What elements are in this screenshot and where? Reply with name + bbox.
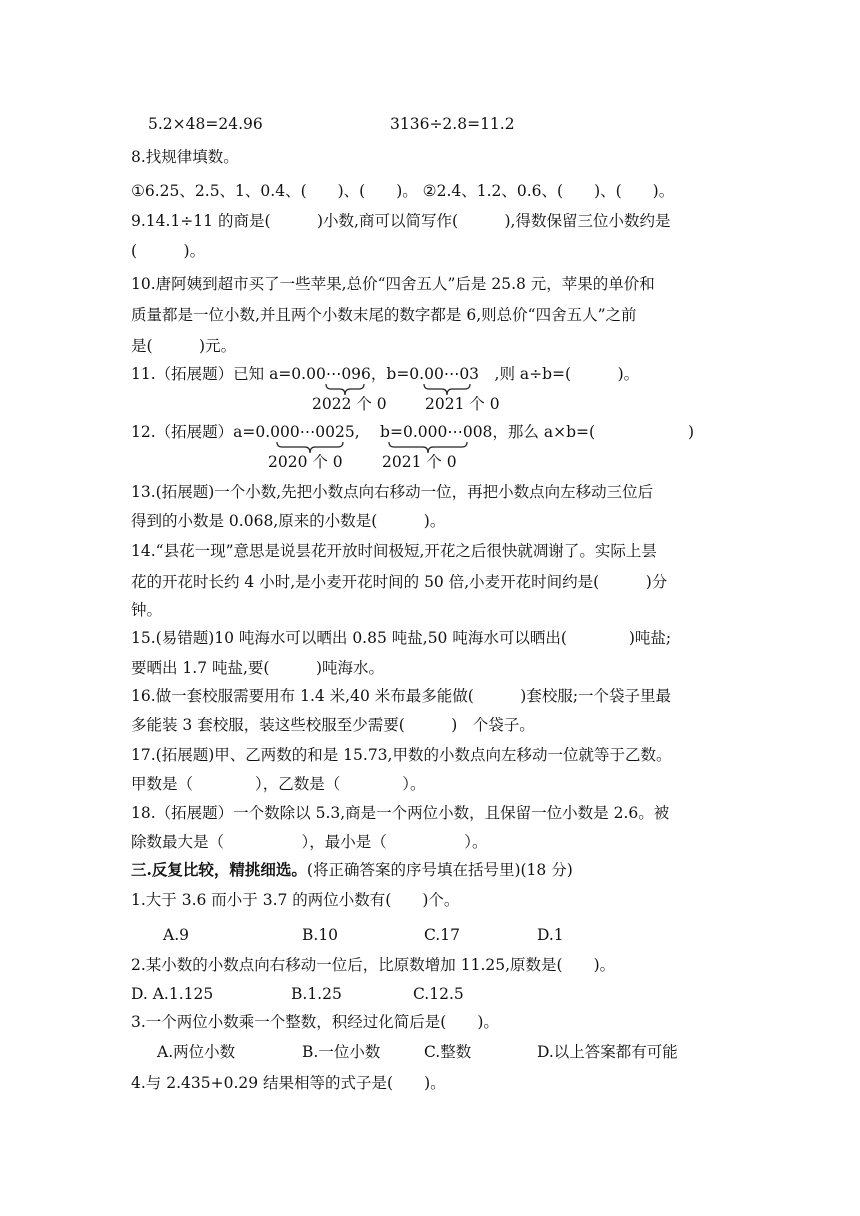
mc-2-option-a: D. A.1.125 <box>131 985 214 1003</box>
mc-3-option-a: A.两位小数 <box>157 1043 236 1061</box>
question-15-line-1: 15.(易错题)10 吨海水可以晒出 0.85 吨盐,50 吨海水可以晒出( )吨盐; <box>131 629 672 647</box>
mc-1-option-a: A.9 <box>163 926 189 944</box>
question-14-line-3: 钟。 <box>131 601 163 619</box>
question-10-line-1: 10.唐阿姨到超市买了一些苹果,总价“四舍五人”后是 25.8 元，苹果的单价和 <box>131 275 655 293</box>
question-13-line-2: 得到的小数是 0.068,原来的小数是( )。 <box>131 512 446 530</box>
question-17-line-2: 甲数是（ ），乙数是（ ）。 <box>131 775 426 793</box>
zero-count-c: 2020 个 0 <box>268 453 343 471</box>
mc-3-option-c: C.整数 <box>424 1043 472 1061</box>
mc-1-option-d: D.1 <box>537 926 564 944</box>
equation-2: 3136÷2.8=11.2 <box>390 115 515 133</box>
question-18-line-2: 除数最大是（ ），最小是（ ）。 <box>131 833 488 851</box>
mc-3-option-b: B.一位小数 <box>302 1043 381 1061</box>
mc-question-4: 4.与 2.435+0.29 结果相等的式子是( )。 <box>131 1074 446 1092</box>
question-17-line-1: 17.(拓展题)甲、乙两数的和是 15.73,甲数的小数点向左移动一位就等于乙数。 <box>131 746 672 764</box>
zero-count-d: 2021 个 0 <box>382 453 457 471</box>
question-9-line-1: 9.14.1÷11 的商是( )小数,商可以简写作( ),得数保留三位小数约是 <box>131 212 671 230</box>
question-16-line-2: 多能装 3 套校服，装这些校服至少需要( ) 个袋子。 <box>131 716 535 734</box>
question-13-line-1: 13.(拓展题)一个小数,先把小数点向右移动一位，再把小数点向左移动三位后 <box>131 483 654 501</box>
mc-2-option-b: B.1.25 <box>291 985 342 1003</box>
question-10-line-3: 是( )元。 <box>131 337 237 355</box>
question-8-sequences: ①6.25、2.5、1、0.4、( )、( )。 ②2.4、1.2、0.6、( )、( )。 <box>131 182 675 200</box>
mc-2-option-c: C.12.5 <box>413 985 464 1003</box>
question-12: 12.（拓展题）a=0.000⋯0025, b=0.000⋯008，那么 a×b=( ) <box>131 423 695 441</box>
section-3-heading <box>131 860 573 880</box>
question-16-line-1: 16.做一套校服需要用布 1.4 米,40 米布最多能做( )套校服;一个袋子里最 <box>131 687 672 705</box>
mc-question-2: 2.某小数的小数点向右移动一位后，比原数增加 11.25,原数是( )。 <box>131 956 616 974</box>
question-9-line-2: ( )。 <box>131 242 206 260</box>
zero-count-a: 2022 个 0 <box>312 395 387 413</box>
question-14-line-2: 花的开花时长约 4 小时,是小麦开花时间的 50 倍,小麦开花时间约是( )分 <box>131 573 668 591</box>
question-15-line-2: 要晒出 1.7 吨盐,要( )吨海水。 <box>131 659 385 677</box>
mc-question-3: 3.一个两位小数乘一个整数，积经过化简后是( )。 <box>131 1013 499 1031</box>
question-8-title: 8.找规律填数。 <box>131 148 239 166</box>
question-10-line-2: 质量都是一位小数,并且两个小数末尾的数字都是 6,则总价“四舍五人”之前 <box>131 306 637 324</box>
equation-1: 5.2×48=24.96 <box>148 115 263 133</box>
question-14-line-1: 14.“县花一现”意思是说昙花开放时间极短,开花之后很快就凋谢了。实际上昙 <box>131 542 657 560</box>
section-3-title: 三.反复比较，精挑细选。 <box>131 860 307 879</box>
mc-question-1: 1.大于 3.6 而小于 3.7 的两位小数有( )个。 <box>131 891 460 909</box>
mc-3-option-d: D.以上答案都有可能 <box>537 1043 678 1061</box>
question-18-line-1: 18.（拓展题）一个数除以 5.3,商是一个两位小数，且保留一位小数是 2.6。被 <box>131 804 670 822</box>
mc-1-option-c: C.17 <box>424 926 460 944</box>
mc-1-option-b: B.10 <box>302 926 339 944</box>
section-3-instructions: (将正确答案的序号填在括号里)(18 分) <box>306 861 573 879</box>
zero-count-b: 2021 个 0 <box>425 395 500 413</box>
question-11: 11.（拓展题）已知 a=0.00⋯096，b=0.00⋯03 ,则 a÷b=( )。 <box>131 365 640 383</box>
